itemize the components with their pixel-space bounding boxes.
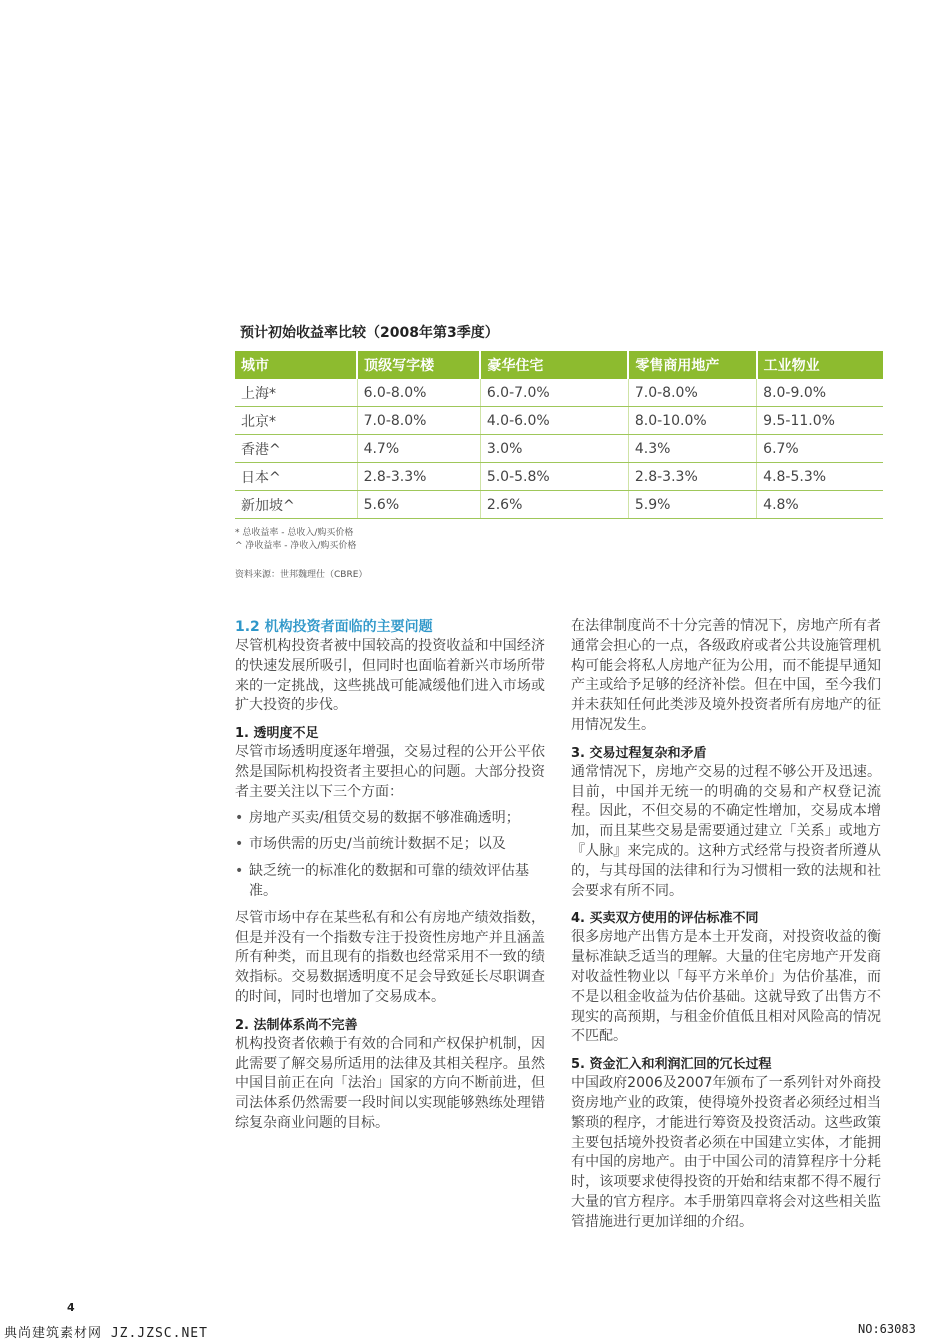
- section-title: 1.2 机构投资者面临的主要问题: [235, 619, 433, 635]
- table-cell: 2.8-3.3%: [628, 463, 756, 491]
- header-city: 城市: [235, 351, 357, 379]
- heading-transparency: 1. 透明度不足: [235, 726, 319, 742]
- page-number: 4: [67, 1301, 75, 1314]
- heading-transaction-process: 3. 交易过程复杂和矛盾: [571, 745, 707, 761]
- header-retail: 零售商用地产: [628, 351, 756, 379]
- table-cell: 新加坡^: [235, 491, 357, 519]
- capital-repatriation-paragraph: 中国政府2006及2007年颁布了一系列针对外商投资房地产业的政策，使得境外投资者必须经过相当繁琐的程序，才能进行筹资及投资活动。这些政策主要包括境外投资者必须在中国建立实体，才能拥有中国的房地产。由于中国公司的清算程序十分耗时，该项要求使得投资的开始和结束都不得不履行大量的官方程序。本手册第四章将会对这些相关监管措施进行更加详细的介绍。: [571, 1075, 881, 1230]
- table-cell: 6.0-8.0%: [357, 379, 480, 407]
- table-header-row: [235, 351, 883, 379]
- expropriation-paragraph: 在法律制度尚不十分完善的情况下，房地产所有者通常会担心的一点，各级政府或者公共设施管理机构可能会将私人房地产征为公用，而不能提早通知产主或给予足够的经济补偿。但在中国，至今我们并未获知任何此类涉及境外投资者所有房地产的征用情况发生。: [571, 618, 881, 733]
- performance-index-paragraph: 尽管市场中存在某些私有和公有房地产绩效指数，但是并没有一个指数专注于投资性房地产并且涵盖所有种类，而且现有的指数也经常采用不一致的绩效指标。交易数据透明度不足会导致延长尽职调查的时间，同时也增加了交易成本。: [235, 909, 545, 1005]
- table-row: [235, 463, 883, 491]
- table-cell: 4.8%: [757, 491, 883, 519]
- legal-system-paragraph: 机构投资者依赖于有效的合同和产权保护机制，因此需要了解交易所适用的法律及其相关程序。虽然中国目前正在向「法治」国家的方向不断前进，但司法体系仍然需要一段时间以实现能够熟练处理错综复杂商业问题的目标。: [235, 1035, 545, 1131]
- table-title: 预计初始收益率比较（2008年第3季度）: [240, 325, 499, 341]
- table-note-net: ^ 净收益率 - 净收入/购买价格: [235, 541, 357, 551]
- list-item: • 缺乏统一的标准化的数据和可靠的绩效评估基准。: [235, 862, 545, 902]
- watermark-id: NO:63083: [858, 1322, 916, 1336]
- table-source: 资料来源：世邦魏理仕（CBRE）: [235, 570, 368, 580]
- heading-legal-system: 2. 法制体系尚不完善: [235, 1017, 358, 1033]
- table-cell: 日本^: [235, 463, 357, 491]
- table-row: [235, 407, 883, 435]
- table-cell: 6.7%: [757, 435, 883, 463]
- table-cell: 8.0-9.0%: [757, 379, 883, 407]
- table-cell: 9.5-11.0%: [757, 407, 883, 435]
- header-residential: 豪华住宅: [480, 351, 628, 379]
- table-cell: 4.0-6.0%: [480, 407, 628, 435]
- table-cell: 7.0-8.0%: [357, 407, 480, 435]
- heading-capital-repatriation: 5. 资金汇入和利润汇回的冗长过程: [571, 1057, 772, 1073]
- table-notes: [235, 527, 356, 553]
- intro-paragraph: 尽管机构投资者被中国较高的投资收益和中国经济的快速发展所吸引，但同时也面临着新兴市场所带来的一定挑战，这些挑战可能减缓他们进入市场或扩大投资的步伐。: [235, 638, 545, 714]
- table-cell: 5.9%: [628, 491, 756, 519]
- right-column: [571, 617, 881, 1233]
- table-cell: 3.0%: [480, 435, 628, 463]
- list-item: • 房地产买卖/租赁交易的数据不够准确透明；: [235, 809, 545, 829]
- table-row: [235, 379, 883, 407]
- table-cell: 5.6%: [357, 491, 480, 519]
- list-item: • 市场供需的历史/当前统计数据不足；以及: [235, 835, 545, 855]
- table-cell: 7.0-8.0%: [628, 379, 756, 407]
- table-cell: 8.0-10.0%: [628, 407, 756, 435]
- table-cell: 4.8-5.3%: [757, 463, 883, 491]
- table-cell: 北京*: [235, 407, 357, 435]
- left-column: [235, 617, 545, 1134]
- yield-comparison-table: [235, 351, 883, 519]
- table-cell: 6.0-7.0%: [480, 379, 628, 407]
- table-row: [235, 435, 883, 463]
- transaction-process-paragraph: 通常情况下，房地产交易的过程不够公开及迅速。目前，中国并无统一的明确的交易和产权登记流程。因此，不但交易的不确定性增加，交易成本增加，而且某些交易是需要通过建立「关系」或地方『人脉』来完成的。这种方式经常与投资者所遵从的，与其母国的法律和行为习惯相一致的法规和社会要求有所不同。: [571, 763, 881, 899]
- table-cell: 2.8-3.3%: [357, 463, 480, 491]
- watermark-site: 典尚建筑素材网 JZ.JZSC.NET: [4, 1326, 208, 1341]
- heading-valuation-standards: 4. 买卖双方使用的评估标准不同: [571, 911, 759, 927]
- table-cell: 2.6%: [480, 491, 628, 519]
- valuation-standards-paragraph: 很多房地产出售方是本土开发商，对投资收益的衡量标准缺乏适当的理解。大量的住宅房地产开发商对收益性物业以「每平方米单价」为估价基准，而不是以租金收益为估价基础。这就导致了出售方不现实的高预期，与租金价值低且相对风险高的情况不匹配。: [571, 929, 881, 1045]
- concerns-list: [235, 809, 545, 902]
- header-industrial: 工业物业: [757, 351, 883, 379]
- header-office: 顶级写字楼: [357, 351, 480, 379]
- table-note-gross: * 总收益率 - 总收入/购买价格: [235, 528, 354, 538]
- table-cell: 4.3%: [628, 435, 756, 463]
- table-row: [235, 491, 883, 519]
- table-cell: 4.7%: [357, 435, 480, 463]
- table-cell: 上海*: [235, 379, 357, 407]
- transparency-paragraph: 尽管市场透明度逐年增强，交易过程的公开公平依然是国际机构投资者主要担心的问题。大部分投资者主要关注以下三个方面：: [235, 744, 545, 800]
- table-cell: 5.0-5.8%: [480, 463, 628, 491]
- table-cell: 香港^: [235, 435, 357, 463]
